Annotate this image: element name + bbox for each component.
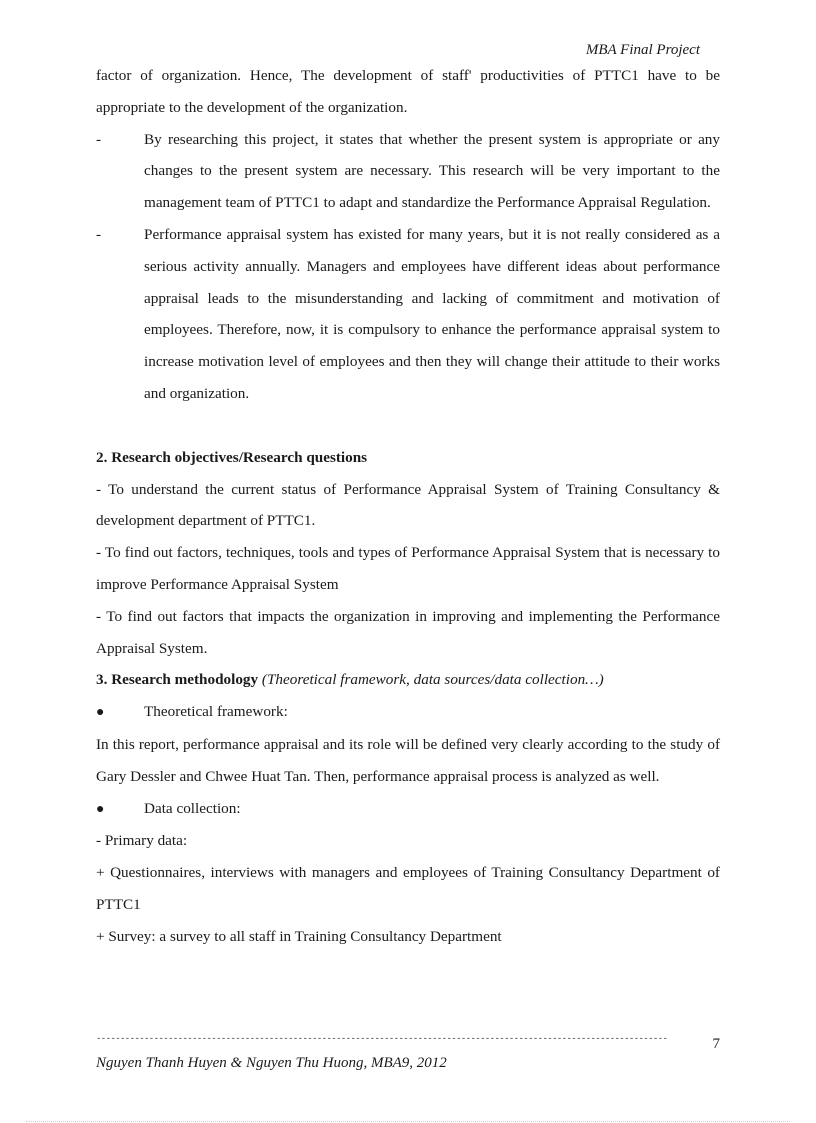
page-number: 7: [712, 1036, 720, 1052]
bullet-text: Theoretical framework:: [144, 703, 288, 721]
dash-paragraph-3: [96, 219, 720, 410]
objective-item-2: - To find out factors, techniques, tools and types of Performance Appraisal System that is necessary to improve Performance Appraisal System: [96, 544, 720, 593]
bullet-text: Data collection:: [144, 799, 241, 817]
paragraph-2-text: By researching this project, it states that whether the present system is appropriate or any changes to the present system are necessary. This research will be very important to the management team of PTTC1 to adapt and standardize the Performance Appraisal Regulation.: [144, 130, 720, 212]
bullet-data-collection: [96, 793, 720, 826]
paragraph-1: factor of organization. Hence, The development of staff' productivities of PTTC1 have to be appropriate to the development of the organization.: [96, 67, 720, 116]
bullet-theoretical-framework: [96, 696, 720, 729]
spacer: [96, 410, 720, 442]
section-2-heading: 2. Research objectives/Research questions: [96, 448, 368, 466]
primary-data-label: - Primary data:: [96, 832, 188, 850]
document-page: [96, 0, 720, 1123]
bullet-dot-icon: ●: [96, 705, 105, 721]
document-body: [96, 60, 720, 953]
dash-marker: -: [96, 225, 102, 243]
primary-data-item-2: + Survey: a survey to all staff in Training Consultancy Department: [96, 927, 502, 945]
theoretical-framework-paragraph: In this report, performance appraisal and its role will be defined very clearly according to the study of Gary Dessler and Chwee Huat Tan. Then, performance appraisal process is analyzed as well.: [96, 735, 720, 785]
primary-data-item-1: + Questionnaires, interviews with managers and employees of Training Consultancy Department of PTTC1: [96, 864, 720, 913]
section-3-heading-line: [96, 664, 720, 696]
objective-item-3: - To find out factors that impacts the organization in improving and implementing the Performance Appraisal System.: [96, 607, 720, 657]
dash-paragraph-2: [96, 124, 720, 219]
dash-marker: -: [96, 130, 102, 148]
bullet-dot-icon: ●: [96, 801, 105, 817]
objective-item-1: - To understand the current status of Performance Appraisal System of Training Consultancy & development department of PTTC1.: [96, 480, 720, 530]
section-3-heading-note: (Theoretical framework, data sources/data collection…): [261, 671, 604, 689]
footer-rule: -----------------------------------------------------------------------------------------------------------------------: [96, 1034, 668, 1044]
paragraph-3-text: Performance appraisal system has existed for many years, but it is not really considered as a serious activity annually. Managers and employees have different ideas about performance appraisal leads to the misunderstanding and lacking of commitment and motivation of employees. Therefore, now, it is compulsory to enhance the performance appraisal system to increase motivation level of employees and then they will change their attitude to their works and organization.: [144, 225, 720, 402]
section-3-heading: 3. Research methodology: [96, 671, 259, 689]
page-bottom-border: [26, 1121, 790, 1122]
running-header: MBA Final Project: [585, 42, 700, 58]
footer-authors: Nguyen Thanh Huyen & Nguyen Thu Huong, MBA9, 2012: [96, 1055, 447, 1071]
